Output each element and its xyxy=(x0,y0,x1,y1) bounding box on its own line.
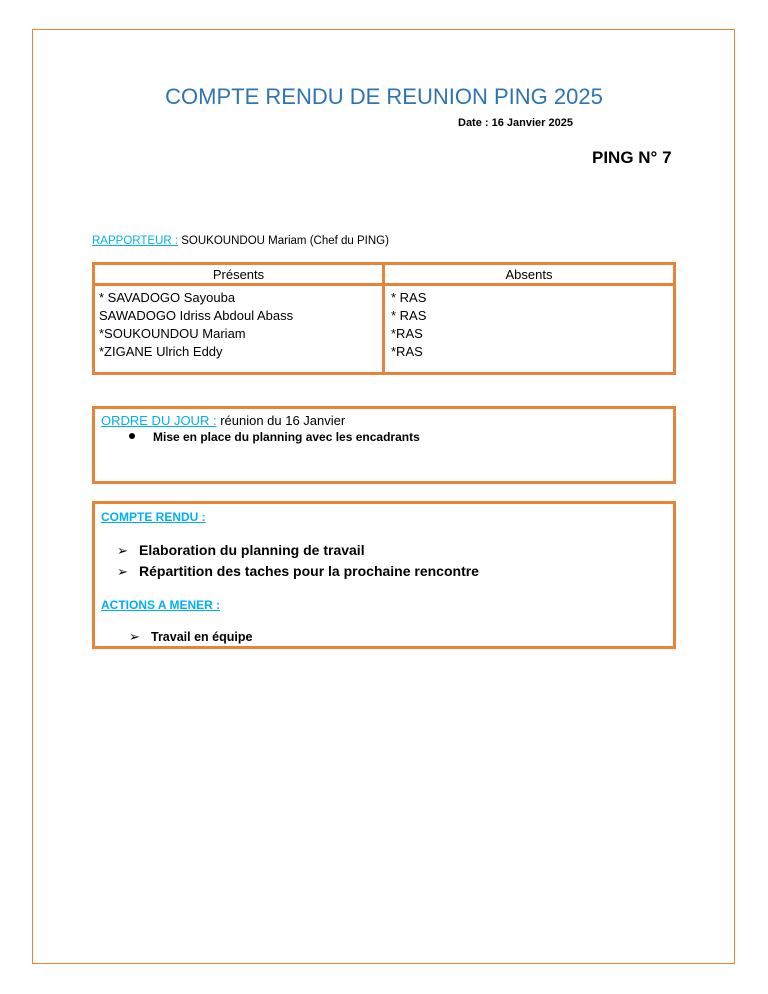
absent-entry: *RAS xyxy=(391,326,423,341)
rapporteur-value: SOUKOUNDOU Mariam (Chef du PING) xyxy=(181,235,389,247)
rapporteur-label: RAPPORTEUR : xyxy=(92,235,179,247)
present-person: *SOUKOUNDOU Mariam xyxy=(99,326,246,341)
present-person: *ZIGANE Ulrich Eddy xyxy=(99,344,223,359)
arrow-bullet-icon: ➢ xyxy=(117,543,128,558)
document-title: COMPTE RENDU DE REUNION PING 2025 xyxy=(165,84,603,109)
meeting-date: Date : 16 Janvier 2025 xyxy=(458,117,573,129)
arrow-bullet-icon: ➢ xyxy=(129,629,140,644)
report-label: COMPTE RENDU : xyxy=(101,510,206,524)
agenda-item xyxy=(101,430,673,444)
report-item-text: Elaboration du planning de travail xyxy=(139,542,365,558)
report-item xyxy=(117,542,365,559)
absent-entry: * RAS xyxy=(391,290,427,305)
page-border xyxy=(32,29,735,964)
absent-entry: * RAS xyxy=(391,308,427,323)
report-item-text: Répartition des taches pour la prochaine rencontre xyxy=(139,563,479,579)
actions-label: ACTIONS A MENER : xyxy=(101,598,221,612)
present-person: SAWADOGO Idriss Abdoul Abass xyxy=(99,308,294,323)
agenda-value: réunion du 16 Janvier xyxy=(220,413,346,428)
presents-list xyxy=(95,286,385,372)
absents-list xyxy=(385,286,673,372)
action-item-text: Travail en équipe xyxy=(151,630,253,644)
arrow-bullet-icon: ➢ xyxy=(117,564,128,579)
rapporteur-line xyxy=(92,235,389,247)
report-item xyxy=(117,563,479,580)
bullet-icon xyxy=(129,433,135,439)
agenda-item-text: Mise en place du planning avec les encadrants xyxy=(153,430,420,444)
present-person: * SAVADOGO Sayouba xyxy=(99,290,236,305)
agenda-label: ORDRE DU JOUR : xyxy=(101,413,217,428)
report-box xyxy=(92,501,676,649)
absent-entry: *RAS xyxy=(391,344,423,359)
attendance-table xyxy=(92,262,676,375)
presents-header: Présents xyxy=(95,265,385,286)
absents-header: Absents xyxy=(385,265,673,286)
agenda-box xyxy=(92,406,676,484)
action-item xyxy=(129,629,252,645)
ping-number: PING N° 7 xyxy=(592,148,672,167)
agenda-line xyxy=(101,413,673,428)
